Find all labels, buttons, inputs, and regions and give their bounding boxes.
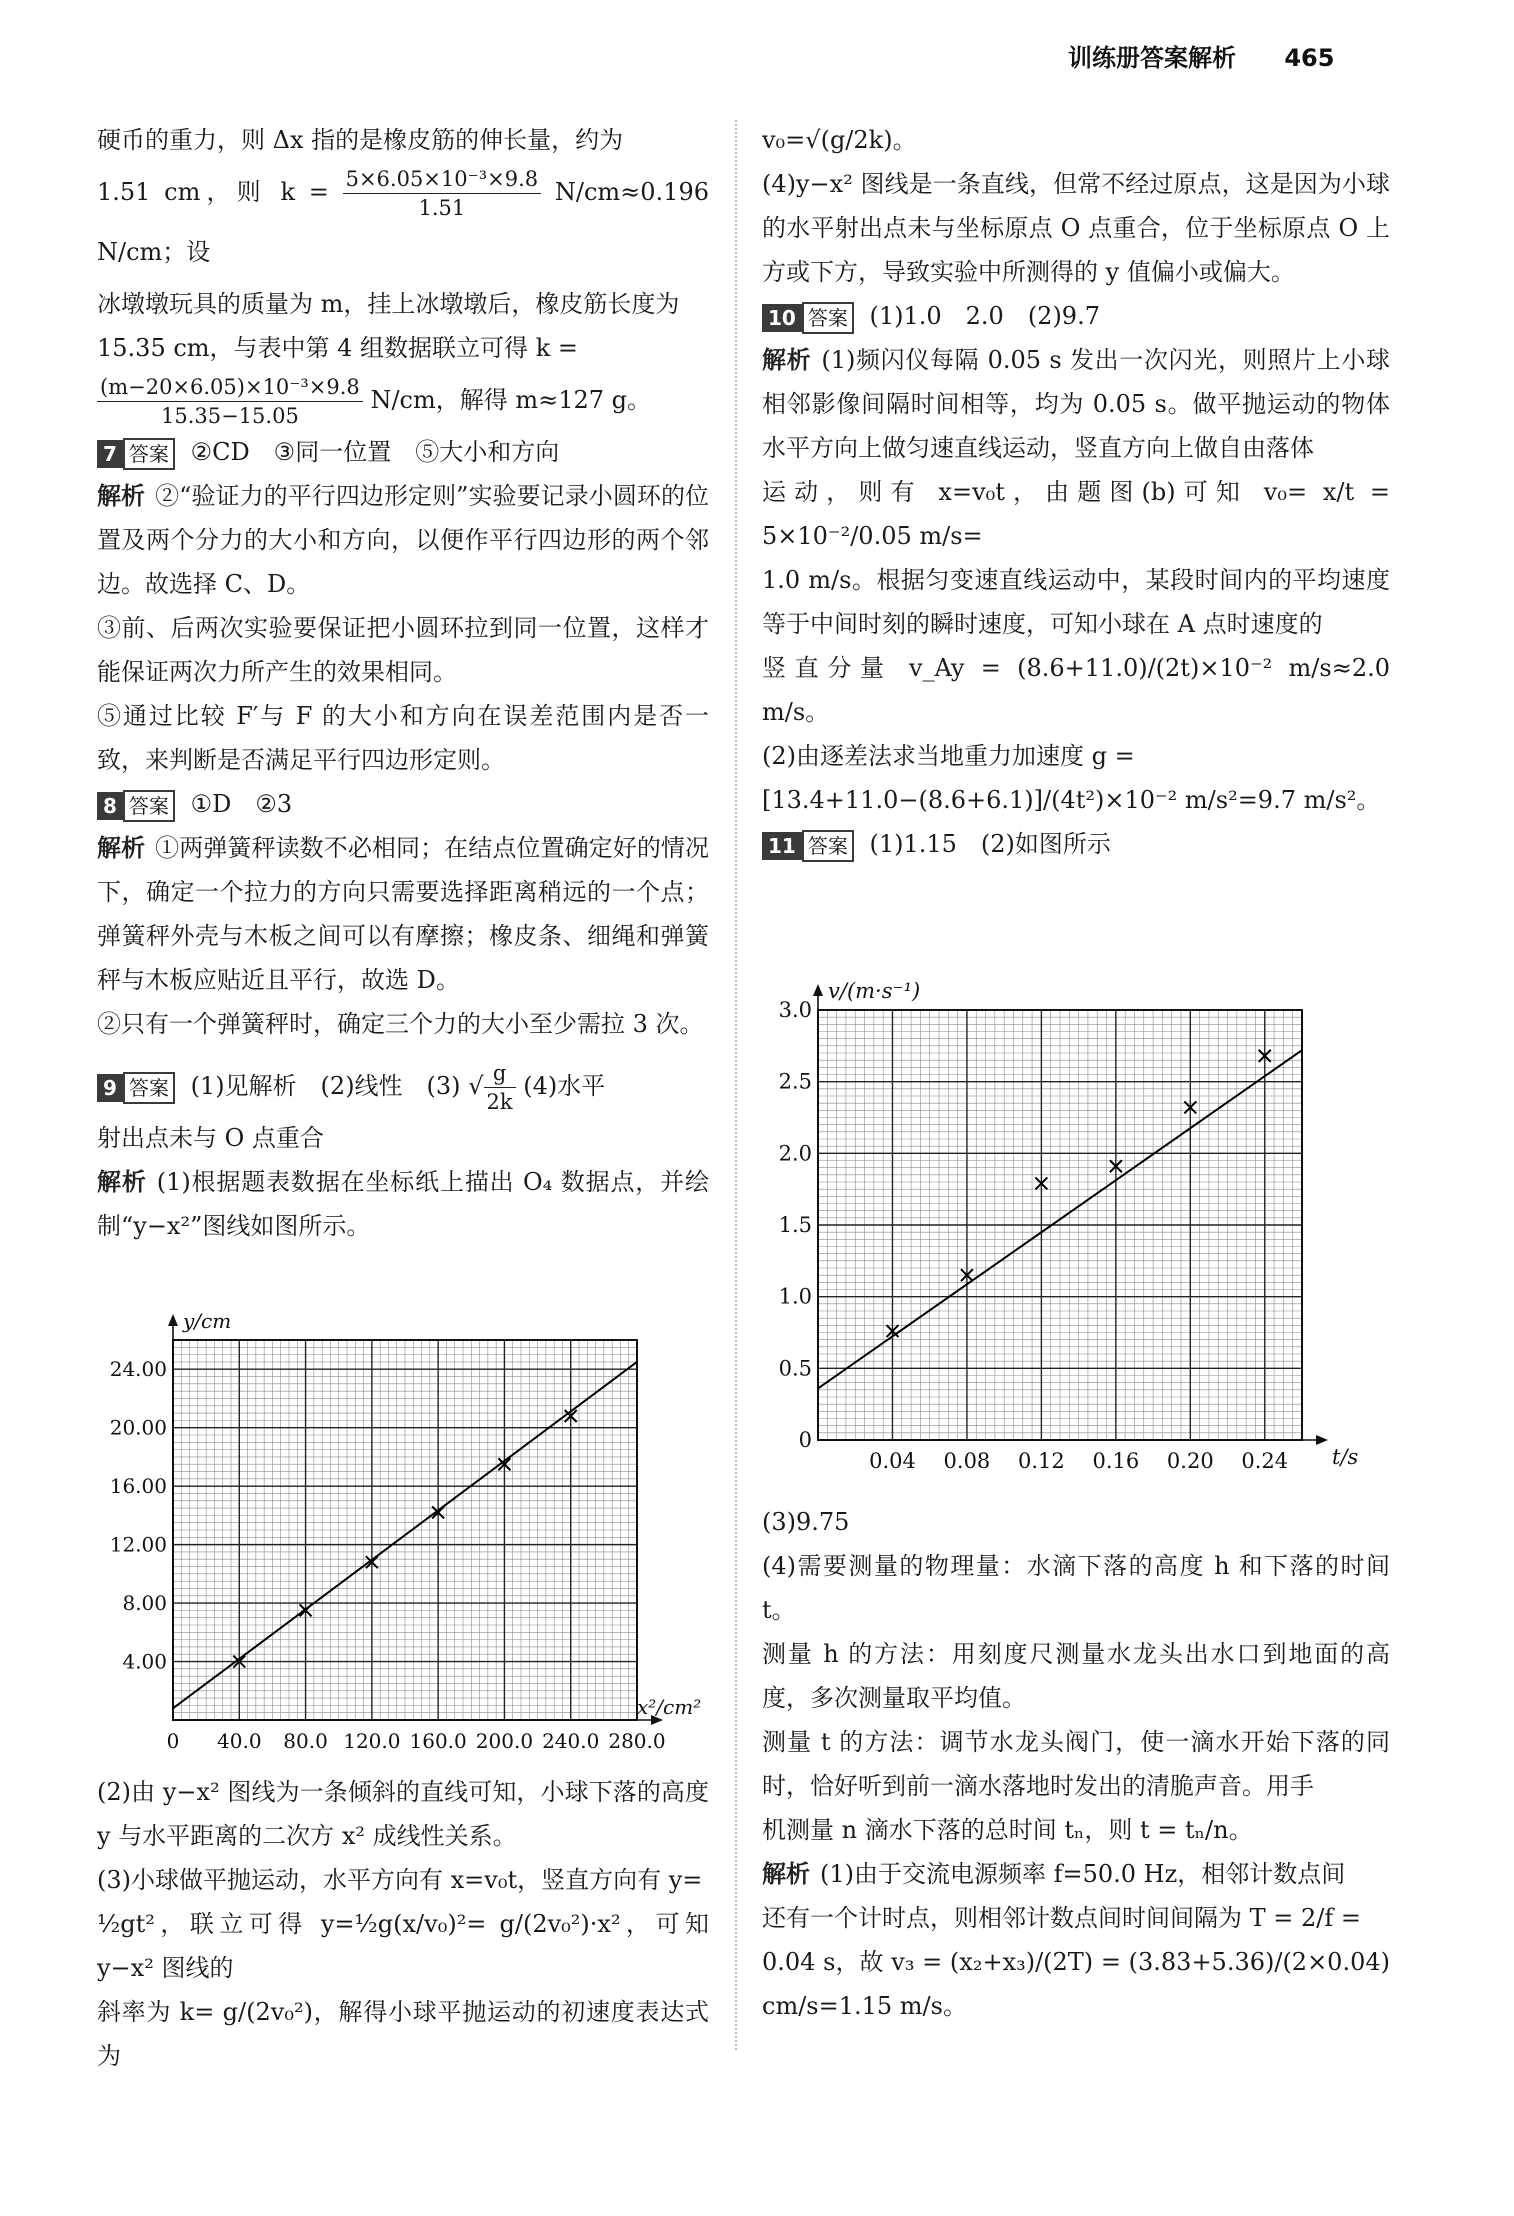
fraction [343,165,542,222]
y-tick-label: 1.0 [778,1284,812,1309]
analysis-label: 解析 [97,834,146,862]
analysis-text: v₀=√(g/2k)。 [762,126,917,154]
y-tick-label: 12.00 [109,1532,167,1557]
analysis-text: ③前、后两次实验要保证把小圆环拉到同一位置，这样才能保证两次力所产生的效果相同。 [97,614,709,686]
x-tick-label: 0.16 [1092,1449,1140,1473]
left-column [97,118,709,1248]
y-tick-label: 0 [798,1428,812,1452]
y-axis-label: y/cm [183,1309,232,1333]
answer-text: (1)1.15 (2)如图所示 [869,830,1111,858]
fraction-denominator: 1.51 [418,196,466,220]
x-axis-arrow [1316,1435,1328,1445]
analysis-text: ①两弹簧秤读数不必相同；在结点位置确定好的情况下，确定一个拉力的方向只需要选择距离稍远的一个点；弹簧秤外壳与木板之间可以有摩擦；橡皮条、细绳和弹簧秤与木板应贴近且平行，故选 D。 [97,834,710,994]
column-divider [735,120,737,2050]
text-span: N/cm≈0.196 N/cm；设 [97,178,709,266]
answer-text: 射出点未与 O 点重合 [97,1124,324,1152]
x-tick-label: 0.04 [869,1449,916,1473]
fraction-numerator: 5×6.05×10⁻³×9.8 [343,165,542,194]
x-axis-label: t/s [1332,1445,1359,1469]
x-tick-label: 80.0 [283,1729,328,1753]
analysis-text: 还有一个计时点，则相邻计数点间时间间隔为 T = 2/f = [762,1904,1361,1932]
y-tick-label: 0.5 [778,1356,812,1381]
analysis-label: 解析 [762,1860,810,1888]
x-tick-label: 0.08 [943,1449,991,1473]
analysis-text: (1)根据题表数据在坐标纸上描出 O₄ 数据点，并绘制“y−x²”图线如图所示。 [97,1168,709,1240]
y-tick-label: 24.00 [109,1357,167,1382]
question-number: 7 [97,440,123,468]
q8-analysis [97,826,709,1002]
question-number: 9 [97,1074,123,1102]
answer-text: (4)水平 [523,1072,606,1100]
x-tick-label: 280.0 [608,1729,666,1753]
x-axis-label: x²/cm² [637,1695,702,1719]
question-number: 11 [762,832,802,860]
answer-tag: 答案 [123,790,175,822]
v-t-chart [762,950,1392,1495]
analysis-text: 运动，则有 x=v₀t，由题图(b)可知 v₀= x/t = 5×10⁻²/0.05 m/s= [762,478,1390,550]
analysis-label: 解析 [97,1168,147,1196]
y-tick-label: 3.0 [778,998,812,1022]
y-tick-label: 8.00 [122,1591,167,1616]
answer-text: (1)1.0 2.0 (2)9.7 [869,302,1100,330]
answer-badge [97,438,175,470]
mass-formula-line [97,370,709,430]
y-tick-label: 20.00 [109,1415,167,1440]
text-line: 硬币的重力，则 Δx 指的是橡皮筋的伸长量，约为 [97,126,624,154]
x-tick-label: 160.0 [409,1729,467,1753]
answer-badge [762,830,854,862]
left-column-bottom [97,1770,709,2078]
y-tick-label: 1.5 [778,1213,812,1237]
x-tick-label: 40.0 [217,1729,262,1753]
header-title: 训练册答案解析 [1068,44,1236,72]
y-tick-label: 2.0 [778,1141,812,1166]
question-number: 10 [762,304,802,332]
fraction-denominator: 2k [486,1090,513,1114]
answer-tag: 答案 [123,438,175,470]
chart-svg [97,1300,717,1760]
page-number: 465 [1284,44,1335,72]
q10-answer [762,294,1390,338]
y-tick-label: 16.00 [109,1474,167,1499]
q10-analysis [762,338,1390,470]
x-tick-label: 0 [166,1729,180,1753]
answer-tag: 答案 [123,1072,175,1104]
q11-answer [762,822,1390,866]
answer-text: ①D ②3 [190,790,293,818]
analysis-text: 0.04 s，故 v₃ = (x₂+x₃)/(2T) = (3.83+5.36)/(2×0.04) cm/s=1.15 m/s。 [762,1948,1390,2020]
analysis-label: 解析 [97,482,146,510]
fraction-denominator: 15.35−15.05 [160,404,299,428]
right-column [762,118,1390,866]
q9-answer [97,1056,709,1116]
answer-badge [97,790,175,822]
analysis-text: 测量 h 的方法：用刻度尺测量水龙头出水口到地面的高度，多次测量取平均值。 [762,1640,1390,1712]
analysis-text: (4)需要测量的物理量：水滴下落的高度 h 和下落的时间 t。 [762,1552,1390,1624]
sqrt-expression: √ $\frac{g}{2k}$ [468,1072,515,1100]
analysis-text: ½gt²，联立可得 y=½g(x/v₀)²= g/(2v₀²)·x²，可知 y−x² 图线的 [97,1910,709,1982]
y-axis-arrow [813,984,823,996]
analysis-text: 1.0 m/s。根据匀变速直线运动中，某段时间内的平均速度等于中间时刻的瞬时速度，可知小球在 A 点时速度的 [762,566,1390,638]
analysis-text: (1)由于交流电源频率 f=50.0 Hz，相邻计数点间 [820,1860,1346,1888]
x-tick-label: 240.0 [542,1729,600,1753]
analysis-text: (3)小球做平抛运动，水平方向有 x=v₀t，竖直方向有 y= [97,1866,703,1894]
analysis-text: (2)由 y−x² 图线为一条倾斜的直线可知，小球下落的高度 y 与水平距离的二次方 x² 成线性关系。 [97,1778,709,1850]
y-tick-label: 4.00 [122,1649,167,1674]
analysis-text: ⑤通过比较 F′与 F 的大小和方向在误差范围内是否一致，来判断是否满足平行四边形定则。 [97,702,709,774]
analysis-text: 竖直分量 v_Ay = (8.6+11.0)/(2t)×10⁻² m/s≈2.0 m/s。 [762,654,1390,726]
analysis-text: [13.4+11.0−(8.6+6.1)]/(4t²)×10⁻² m/s²=9.7 m/s²。 [762,786,1381,814]
k-formula-line [97,162,709,282]
analysis-text: 机测量 n 滴水下落的总时间 tₙ，则 t = tₙ/n。 [762,1816,1253,1844]
q8-answer [97,782,709,826]
y-axis-arrow [168,1314,178,1326]
y-x2-chart [97,1300,717,1760]
answer-badge [97,1072,175,1104]
fraction [484,1059,516,1116]
fraction-numerator: (m−20×6.05)×10⁻³×9.8 [97,373,363,402]
answer-text: (1)见解析 (2)线性 (3) [190,1072,461,1100]
text-span: N/cm，解得 m≈127 g。 [370,386,652,414]
page-header [1068,38,1334,73]
analysis-text: (2)由逐差法求当地重力加速度 g = [762,742,1135,770]
right-column-bottom [762,1500,1390,2028]
q9-analysis [97,1160,709,1248]
y-tick-label: 2.5 [778,1069,812,1094]
q7-answer [97,430,709,474]
text-line: 冰墩墩玩具的质量为 m，挂上冰墩墩后，橡皮筋长度为 [97,290,680,318]
fraction-numerator: g [484,1059,516,1088]
analysis-text: ②“验证力的平行四边形定则”实验要记录小圆环的位置及两个分力的大小和方向，以便作平行四边形的两个邻边。故选择 C、D。 [97,482,709,598]
text-span: 1.51 cm，则 k = [97,178,329,206]
x-tick-label: 0.24 [1241,1449,1289,1473]
x-tick-label: 0.20 [1166,1449,1214,1473]
q7-analysis [97,474,709,606]
analysis-label: 解析 [762,346,812,374]
chart-svg [762,950,1392,1495]
question-number: 8 [97,792,123,820]
analysis-text: (4)y−x² 图线是一条直线，但常不经过原点，这是因为小球的水平射出点未与坐标原点 O 点重合，位于坐标原点 O 上方或下方，导致实验中所测得的 y 值偏小或偏大。 [762,170,1390,286]
x-tick-label: 0.12 [1018,1449,1065,1473]
analysis-text: (1)频闪仪每隔 0.05 s 发出一次闪光，则照片上小球相邻影像间隔时间相等，均为 0.05 s。做平抛运动的物体水平方向上做匀速直线运动，竖直方向上做自由落体 [762,346,1391,462]
analysis-text: ②只有一个弹簧秤时，确定三个力的大小至少需拉 3 次。 [97,1010,704,1038]
q11-analysis [762,1852,1390,1896]
answer-tag: 答案 [802,302,854,334]
y-axis-label: v/(m·s⁻¹) [828,979,921,1003]
analysis-text: 测量 t 的方法：调节水龙头阀门，使一滴水开始下落的同时，恰好听到前一滴水落地时发出的清脆声音。用手 [762,1728,1390,1800]
answer-tag: 答案 [802,830,854,862]
answer-text: ②CD ③同一位置 ⑤大小和方向 [190,438,560,466]
text-line: 15.35 cm，与表中第 4 组数据联立可得 k = [97,334,578,362]
analysis-text: (3)9.75 [762,1508,850,1536]
x-tick-label: 200.0 [475,1729,534,1753]
fraction [97,373,363,430]
analysis-text: 斜率为 k= g/(2v₀²)，解得小球平抛运动的初速度表达式为 [97,1998,709,2070]
x-tick-label: 120.0 [343,1729,401,1753]
answer-badge [762,302,854,334]
